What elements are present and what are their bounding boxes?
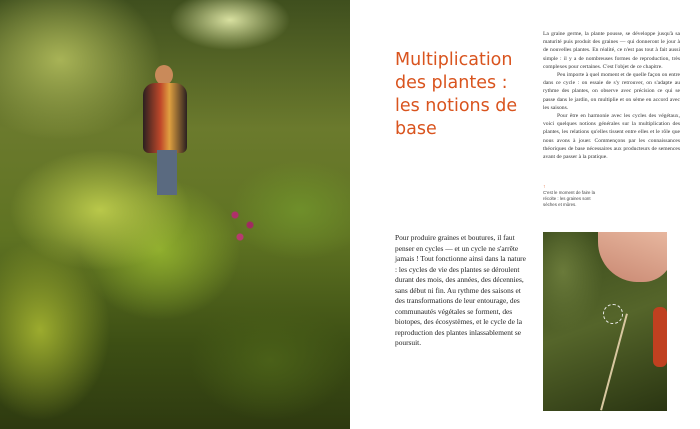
seed-harvest-photo xyxy=(543,232,667,411)
body-text xyxy=(543,30,680,161)
gardener-figure xyxy=(135,65,195,195)
paragraph: La graine germe, la plante pousse, se développe jusqu'à sa maturité puis produit des graines — qui donneront le jour à de nouvelles plantes. En réalité, ce n'est pas tout à fait aussi simple : il y a de nombreuses formes de reproduction, très complexes pour certaines. C'est l'objet de ce chapitre. xyxy=(543,31,680,70)
chapter-title: Multiplication des plantes : les notions de base xyxy=(395,50,518,139)
intro-text: Pour produire graines et boutures, il faut penser en cycles — et un cycle ne s'arrête jamais ! Tout fonctionne ainsi dans la nature : les cycles de vie des plantes se déroulent durant des mois, des années, des décennies, sans début ni fin. Au rythme des saisons et des transformations de leur entourage, des communautés végétales se forment, des biotopes, des écosystèmes, et le cycle de la reproduction des plantes inlassablement se poursuit. xyxy=(395,233,526,347)
caption-arrow-icon: ↑ xyxy=(543,184,546,190)
paragraph: Peu importe à quel moment et de quelle façon on entre dans ce cycle : on essaie de s'y retrouver, on s'adapte au rythme des plantes, on observe avec précision ce qui se passe dans le jardin, on multiplie et on sème en accord avec les saisons. xyxy=(543,72,680,111)
caption-text: C'est le moment de faire la récolte : les graines sont sèches et mûres. xyxy=(543,190,596,207)
paragraph: Pour être en harmonie avec les cycles des végétaux, voici quelques notions générales sur la multiplication des plantes, les relations qu'elles tissent entre elles et le rôle que nous avons à jouer. Commençons par les connaissances théoriques de base nécessaires aux producteurs de semences avant de passer à la pratique. xyxy=(543,113,680,161)
flowers xyxy=(225,205,265,245)
photo-caption xyxy=(543,184,603,208)
